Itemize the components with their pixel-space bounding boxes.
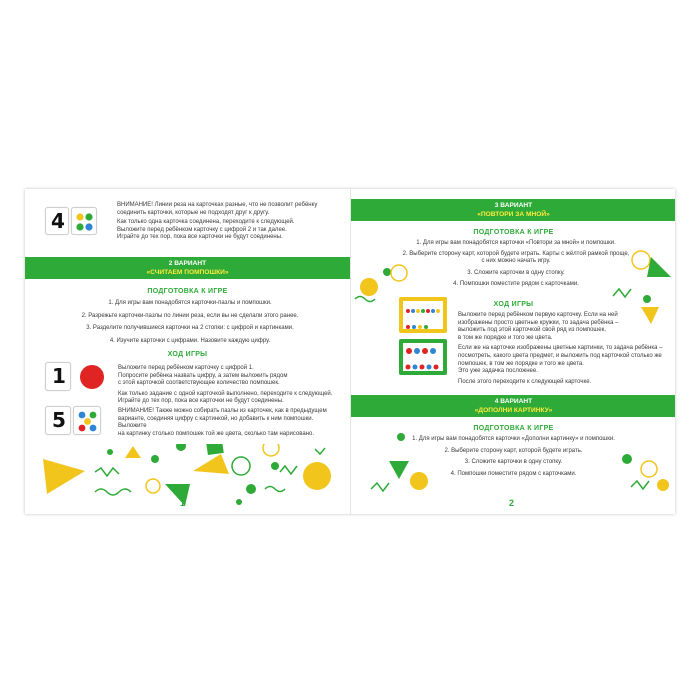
left-page <box>25 189 350 514</box>
ring-icon <box>263 444 279 456</box>
dot-icon <box>383 268 391 276</box>
dot-icon <box>236 499 242 505</box>
variant-3-title: 3 ВАРИАНТ <box>494 202 533 209</box>
dot-icon <box>271 462 279 470</box>
move-heading-3: ХОД ИГРЫ <box>493 301 534 308</box>
move-text-3: Выложите перед ребёнком первую карточку. Если на ней изображены просто цветные кружки, то задача ребёнка – выложить под этой карточкой свой ряд из помпошек, в том же порядке и того же цвета. Если же на карточке изображены цветные картинки, то задача ребёнка – посмотреть, какого цвета предмет, и выложить под карточкой столько же помпошек, в том же порядке и того же цвета. Это уже задачка посложнее. После этого переходите к следующей карточке. <box>458 312 663 385</box>
zigzag-icon <box>613 289 631 297</box>
dot-icon <box>622 454 632 464</box>
dot-icon <box>643 295 651 303</box>
dot-icon <box>397 433 405 441</box>
big-dot-icon <box>303 462 331 490</box>
warning-top-text: ВНИМАНИЕ! Линии реза на карточках разные, что не позволит ребёнку соединить карточки, которые не подходят друг к другу. Как только одна карточка соединена, переходите к следующей. Выложите перед ребёнком карточку с цифрой 2 и так далее. Играйте до тех пор, пока все карточки не будут соединены. <box>117 202 318 241</box>
ring-icon <box>146 479 160 493</box>
ring-icon <box>632 251 650 269</box>
prep-list-3: 1. Для игры вам понадобятся карточки «Повтори за мной» и помпошки. 2. Выберите сторону карт, которой будете играть. Карты с жёлтой рамкой проще, с них можно начать игру. 3. Сложите карточки в одну стопку. 4. Помпошки поместите рядом с карточками. <box>402 240 630 288</box>
dot-icon <box>657 479 669 491</box>
page-number-right: 2 <box>509 498 515 508</box>
five-dots-icon <box>74 407 102 436</box>
triangle-icon <box>647 257 671 277</box>
card-digit: 4 <box>51 209 65 233</box>
dot-icon <box>107 449 113 455</box>
prep-heading-3: ПОДГОТОВКА К ИГРЕ <box>473 229 554 236</box>
zigzag-icon <box>631 481 649 489</box>
four-dots-icon <box>72 208 98 236</box>
wave-icon <box>95 489 131 495</box>
zigzag-icon <box>280 466 297 474</box>
dot-icon <box>246 484 256 494</box>
dot-icon <box>176 444 186 451</box>
triangle-icon <box>389 461 409 479</box>
right-page <box>350 189 675 514</box>
triangle-icon <box>125 446 141 458</box>
triangle-icon <box>165 484 190 506</box>
page-number-left: 1 <box>180 498 186 508</box>
prep-list: 1. Для игры вам понадобятся карточки-пазлы и помпошки. 2. Разрежьте карточки-пазлы по линии реза, если вы не сделали этого ранее. 3. Разделите получившиеся карточки на 2 стопки: с цифрой и картинками. 4. Изучите карточки с цифрами. Назовите каждую цифру. <box>81 300 299 344</box>
wave-icon <box>355 297 375 302</box>
card-dots-four <box>71 207 97 235</box>
card-dots-five <box>73 406 101 435</box>
variant-2-title: 2 ВАРИАНТ <box>168 260 207 267</box>
wave-icon <box>265 487 285 492</box>
move-text: Выложите перед ребёнком карточку с цифрой 1. Попросите ребёнка назвать цифру, а затем выложить рядом с этой карточкой соответствующее количество помпошек. Как только задание с одной карточкой выполнено, переходите к следующей. Играйте до тех пор, пока все карточки не будут соединены. ВНИМАНИЕ! Также можно собирать пазлы из карточек, как в предыдущем варианте, соединяя цифру с картинкой, но добавить к ним помпошки. Выложите на картинку столько помпошек той же цвета, сколько там нарисовано. <box>118 365 333 437</box>
variant-4-title: 4 ВАРИАНТ <box>494 398 533 405</box>
triangle-icon <box>641 307 659 324</box>
dot-icon <box>151 455 159 463</box>
triangle-icon <box>193 454 229 474</box>
card-digit-four <box>45 207 69 235</box>
dot-icon <box>360 278 378 296</box>
ring-icon <box>641 461 657 477</box>
variant-3-subtitle: «ПОВТОРИ ЗА МНОЙ» <box>477 211 550 218</box>
decorative-shapes-left <box>25 444 350 514</box>
decorative-shapes-right <box>351 189 675 514</box>
square-icon <box>206 444 224 455</box>
move-heading: ХОД ИГРЫ <box>167 351 208 358</box>
zigzag-icon <box>315 448 325 454</box>
prep-heading: ПОДГОТОВКА К ИГРЕ <box>147 288 228 295</box>
card-digit-five <box>45 406 71 435</box>
zigzag-icon <box>95 468 119 476</box>
booklet-spread <box>25 189 675 514</box>
variant-2-banner <box>25 257 350 279</box>
ring-icon <box>391 265 407 281</box>
variant-4-subtitle: «ДОПОЛНИ КАРТИНКУ» <box>474 407 553 414</box>
ring-icon <box>232 457 250 475</box>
zigzag-icon <box>371 483 389 491</box>
dot-icon <box>410 472 428 490</box>
card-digit-one <box>45 362 71 391</box>
triangle-icon <box>43 459 85 494</box>
red-pompom-icon <box>77 362 107 392</box>
prep-list-4: 1. Для игры вам понадобятся карточки «Дополни картинку» и помпошки. 2. Выберите сторону карт, которой будете играть. 3. Сложите карточки в одну стопку. 4. Помпошки поместите рядом с карточками. <box>412 436 615 477</box>
prep-heading-4: ПОДГОТОВКА К ИГРЕ <box>473 425 554 432</box>
variant-2-subtitle: «СЧИТАЕМ ПОМПОШКИ» <box>146 269 229 276</box>
card-digit: 1 <box>52 364 66 388</box>
card-digit: 5 <box>52 408 66 432</box>
